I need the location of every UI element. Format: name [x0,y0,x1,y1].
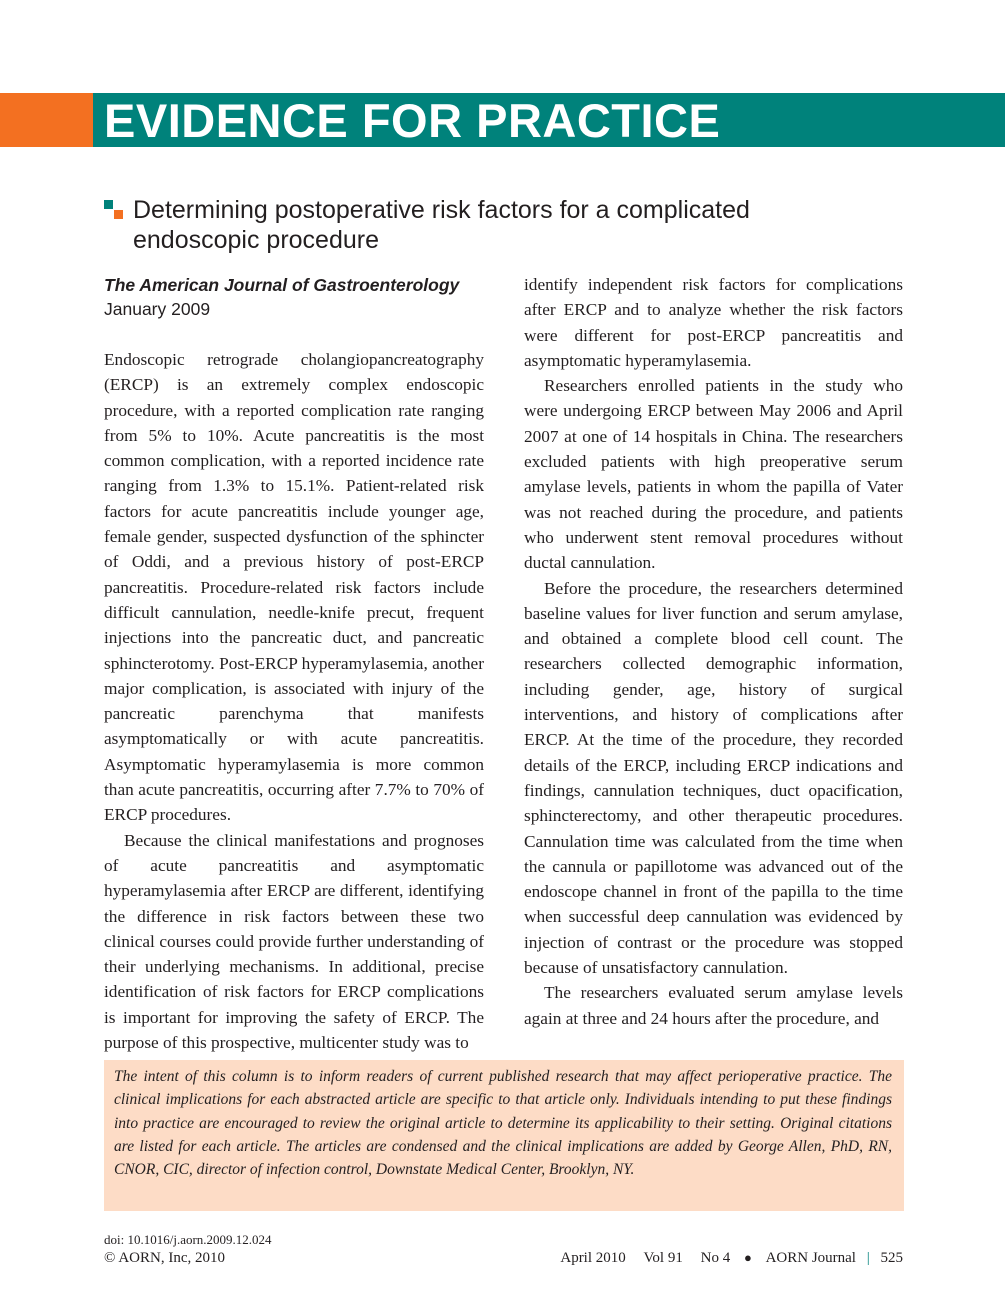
page-footer [560,1250,903,1267]
issue-number: No 4 [700,1250,731,1266]
article-source [104,273,504,321]
page-number: 525 [880,1250,903,1266]
source-journal: The American Journal of Gastroenterology [104,275,460,295]
body-paragraph: identify independent risk factors for complications after ERCP and to analyze whether the risk factors were different for post-ERCP pancreatitis and asymptomatic hyperamylasemia. [524,275,903,370]
issue-date: April 2010 [560,1250,626,1266]
body-paragraph: Before the procedure, the researchers determined baseline values for liver function and serum amylase, and obtained a complete blood cell count. The researchers collected demographic information, including gender, age, history of surgical interventions, and history of complications after ERCP. At the time of the procedure, they recorded details of the ERCP, including ERCP indications and findings, cannulation techniques, duct opacification, sphincterectomy, and other therapeutic procedures. Cannulation time was calculated from the time when the cannula or papillotome was advanced out of the endoscope channel in front of the papilla to the time when successful deep cannulation was evidenced by injection of contrast or the procedure was stopped because of unsatisfactory cannulation. [524,578,903,978]
editorial-note: The intent of this column is to inform readers of current published research that may affect perioperative practice. The clinical implications for each abstracted article are specific to that article only. Individuals intending to put these findings into practice are encouraged to review the original article to determine its applicability to their setting. Original citations are listed for each article. The articles are condensed and the clinical implications are added by George Allen, PhD, RN, CNOR, CIC, director of infection control, Downstate Medical Center, Brooklyn, NY. [104,1060,904,1211]
article-title: Determining postoperative risk factors for a complicated endoscopic procedure [133,196,750,254]
bullet-icon: ● [743,1250,752,1265]
journal-name: AORN Journal [765,1250,856,1266]
title-marker-icon [104,200,124,220]
body-paragraph: The researchers evaluated serum amylase levels again at three and 24 hours after the procedure, and [524,983,903,1028]
copyright: © AORN, Inc, 2010 [104,1250,225,1266]
source-date: January 2009 [104,299,211,319]
body-paragraph: Researchers enrolled patients in the study who were undergoing ERCP between May 2006 and April 2007 at one of 14 hospitals in China. The researchers excluded patients with high preoperative serum amylase levels, patients in whom the papilla of Vater was not reached during the procedure, and patients who underwent stent removal procedures without ductal cannulation. [524,376,903,573]
body-column-right [524,272,903,1031]
banner-orange-block [0,93,93,147]
section-title: EVIDENCE FOR PRACTICE [104,94,721,147]
body-paragraph: Because the clinical manifestations and prognoses of acute pancreatitis and asymptomatic hyperamylasemia after ERCP are different, identifying the difference in risk factors between these two clinical courses could provide further understanding of their underlying mechanisms. In additional, precise identification of risk factors for ERCP complications is important for improving the safety of ERCP. The purpose of this prospective, multicenter study was to [104,830,484,1053]
body-column-left [104,347,484,1055]
doi: doi: 10.1016/j.aorn.2009.12.024 [104,1232,272,1247]
body-paragraph: Endoscopic retrograde cholangiopancreatography (ERCP) is an extremely complex endoscopic procedure, with a reported complication rate ranging from 5% to 10%. Acute pancreatitis is the most common complication, with a reported incidence rate ranging from 1.3% to 15.1%. Patient-related risk factors for acute pancreatitis include younger age, female gender, suspected dysfunction of the sphincter of Oddi, and a previous history of post-ERCP pancreatitis. Procedure-related risk factors include difficult cannulation, needle-knife precut, frequent injections into the pancreatic duct, and pancreatic sphincterotomy. Post-ERCP hyperamylasemia, another major complication, is associated with injury of the pancreatic parenchyma that manifests asymptomatically or with acute pancreatitis. Asymptomatic hyperamylasemia is more common than acute pancreatitis, occurring after 7.7% to 70% of ERCP procedures. [104,350,484,825]
section-banner [0,93,1005,147]
volume: Vol 91 [643,1250,683,1266]
separator: | [866,1250,870,1266]
